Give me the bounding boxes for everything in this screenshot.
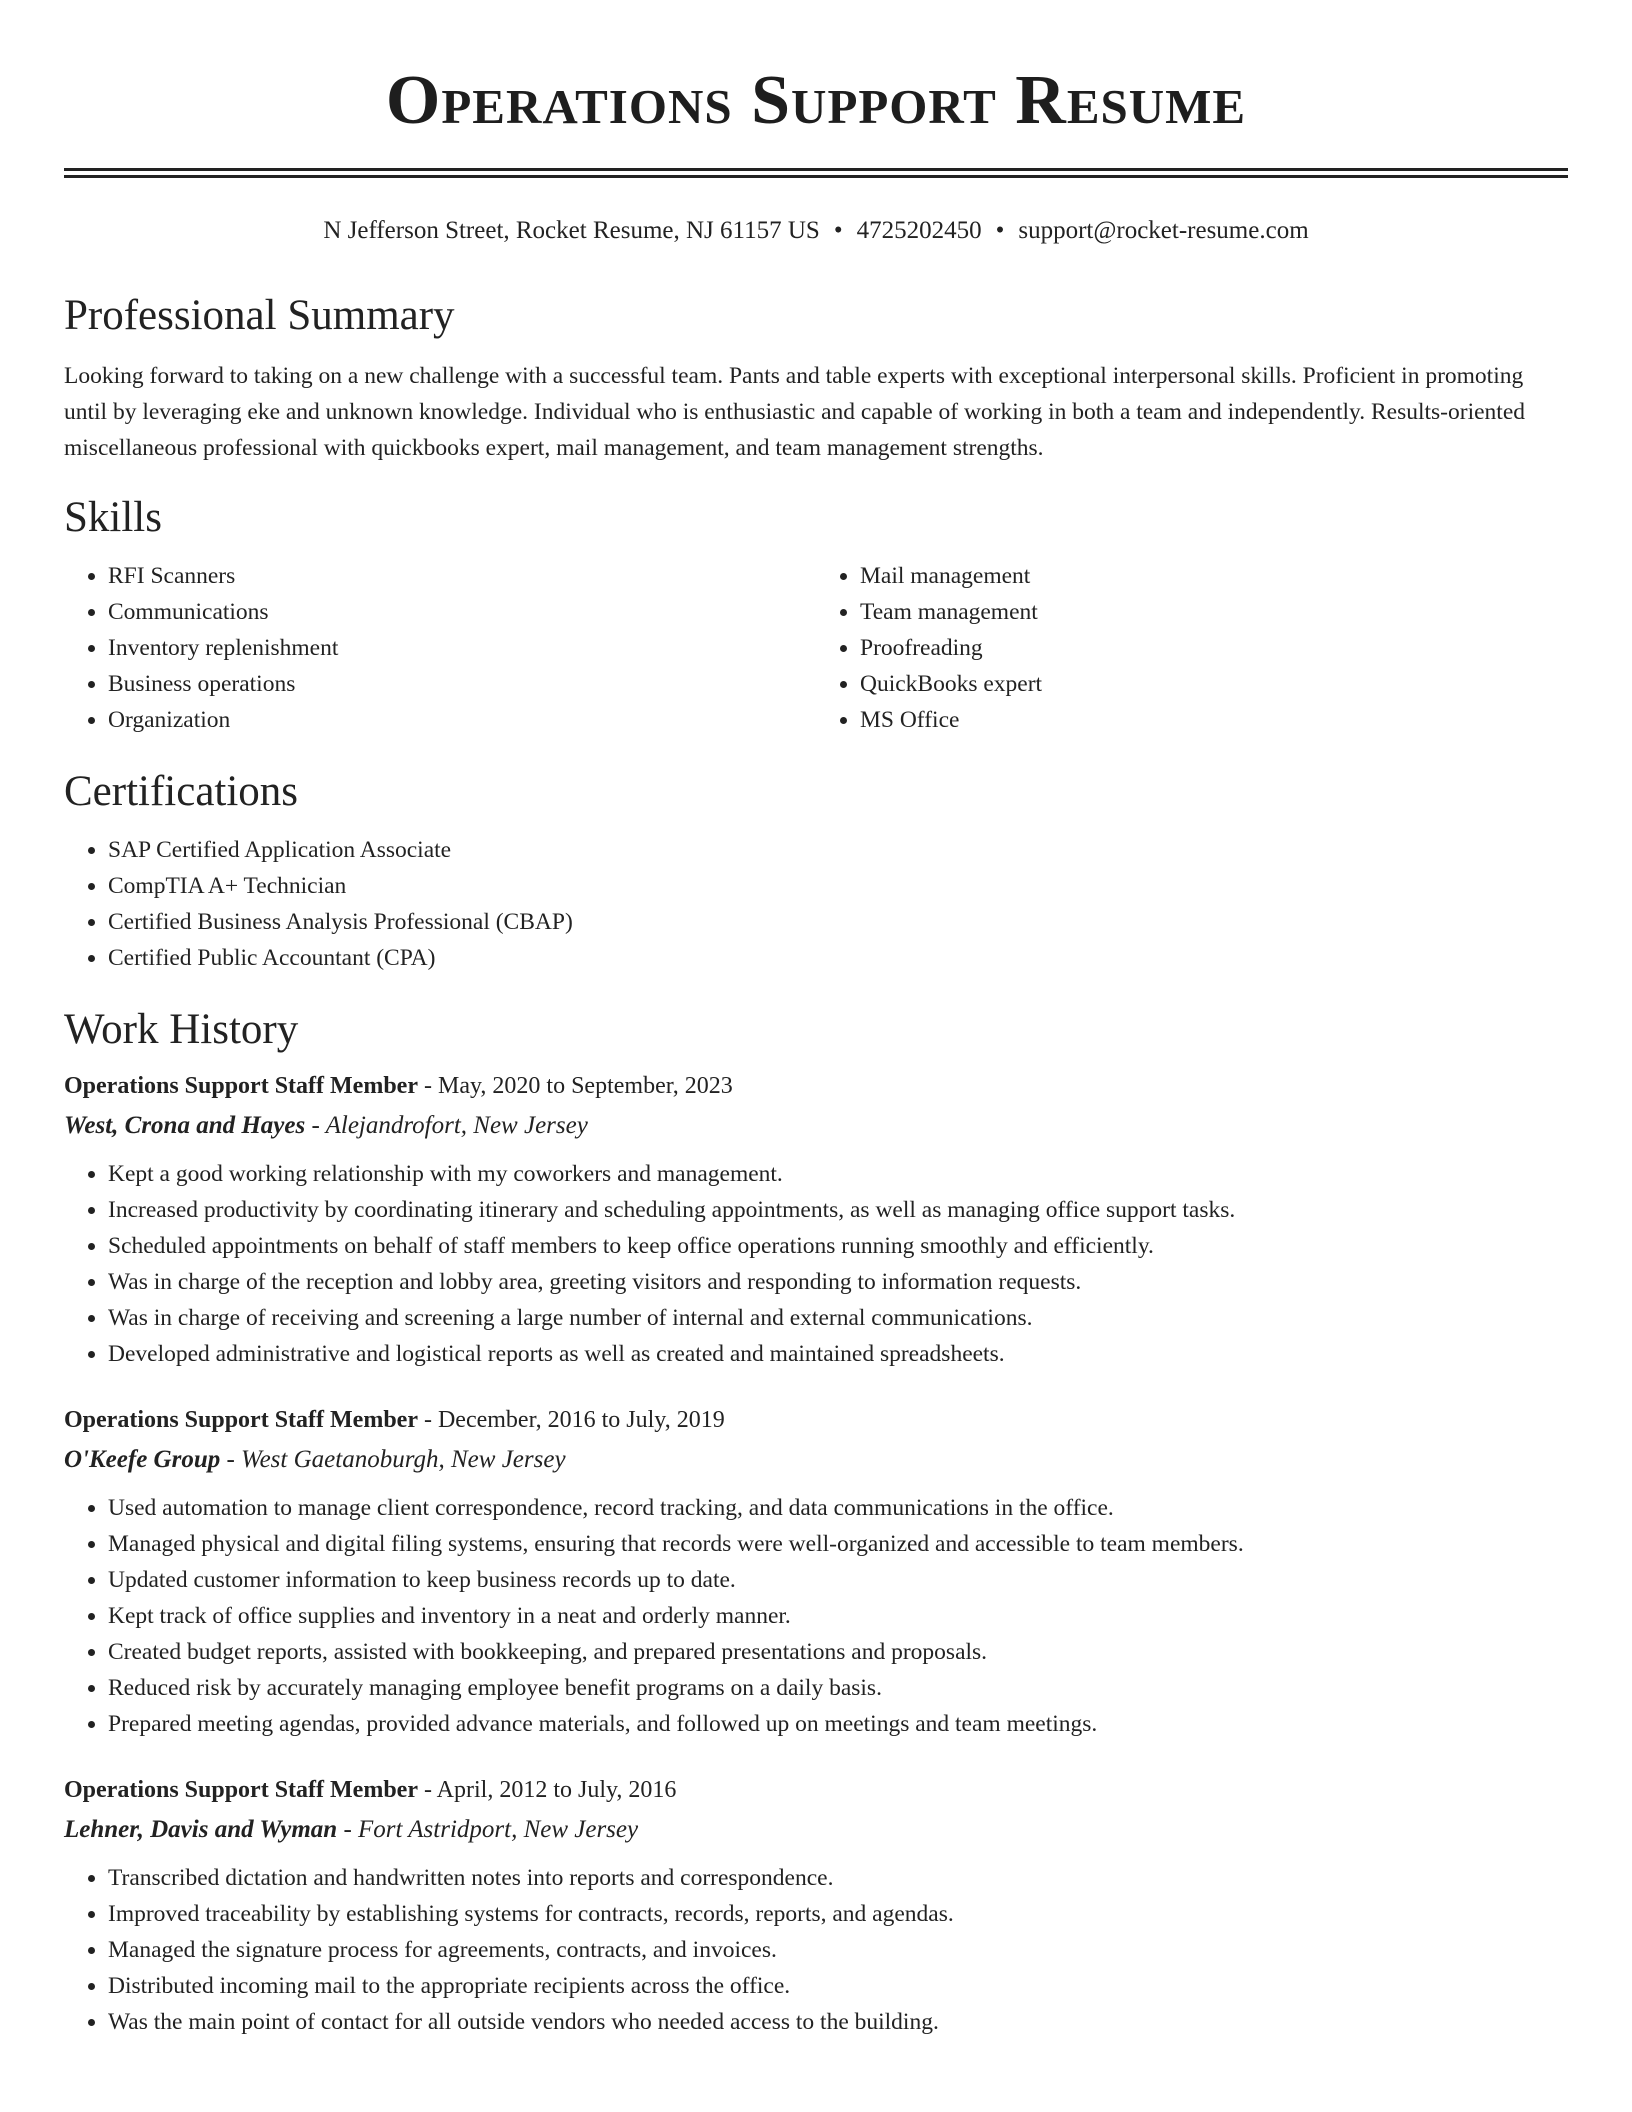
work-history-heading: Work History — [64, 1006, 299, 1053]
job-title-line — [64, 1770, 1568, 1810]
certification-item: • SAP Certified Application Associate — [108, 832, 1568, 868]
job-bullet: • Was the main point of contact for all outside vendors who needed access to the building. — [108, 2004, 1568, 2040]
job-role: Operations Support Staff Member — [64, 1407, 418, 1433]
contact-email: support@rocket-resume.com — [1018, 217, 1309, 244]
job-title-line — [64, 1066, 1568, 1106]
skill-item: • Inventory replenishment — [108, 630, 816, 666]
title-divider — [64, 168, 1568, 178]
job-location: - Fort Astridport, New Jersey — [337, 1816, 639, 1843]
contact-separator: • — [995, 217, 1005, 244]
job-bullet: • Managed physical and digital filing systems, ensuring that records were well-organized and accessible to team members. — [108, 1526, 1568, 1562]
skills-list — [64, 558, 1568, 738]
job-role: Operations Support Staff Member — [64, 1777, 418, 1803]
skills-heading: Skills — [64, 494, 162, 541]
job-bullet: • Was in charge of the reception and lobby area, greeting visitors and responding to information requests. — [108, 1264, 1568, 1300]
skill-item: • RFI Scanners — [108, 558, 816, 594]
job-company-line — [64, 1810, 1568, 1850]
certifications-heading: Certifications — [64, 768, 299, 815]
job-bullet: • Improved traceability by establishing systems for contracts, records, reports, and agendas. — [108, 1896, 1568, 1932]
skill-item: • Proofreading — [860, 630, 1568, 666]
skill-item: • QuickBooks expert — [860, 666, 1568, 702]
job-dates: - December, 2016 to July, 2019 — [417, 1407, 725, 1433]
job-bullets — [64, 1490, 1568, 1742]
job-bullet: • Kept track of office supplies and inventory in a neat and orderly manner. — [108, 1598, 1568, 1634]
job-company: West, Crona and Hayes — [64, 1112, 306, 1139]
job-entry — [64, 1066, 1568, 1372]
job-bullet: • Developed administrative and logistical reports as well as created and maintained spreadsheets. — [108, 1336, 1568, 1372]
contact-separator: • — [833, 217, 843, 244]
skill-item: • Organization — [108, 702, 816, 738]
certification-item: • Certified Public Accountant (CPA) — [108, 940, 1568, 976]
job-dates: - April, 2012 to July, 2016 — [417, 1777, 677, 1803]
job-location: - Alejandrofort, New Jersey — [305, 1112, 588, 1139]
job-bullets — [64, 1156, 1568, 1372]
job-bullet: • Reduced risk by accurately managing employee benefit programs on a daily basis. — [108, 1670, 1568, 1706]
skills-column-left — [64, 558, 816, 738]
certifications-list — [64, 832, 1568, 976]
contact-address: N Jefferson Street, Rocket Resume, NJ 61157 US — [323, 217, 820, 244]
job-company: O'Keefe Group — [64, 1446, 221, 1473]
job-role: Operations Support Staff Member — [64, 1073, 418, 1099]
job-bullet: • Kept a good working relationship with my coworkers and management. — [108, 1156, 1568, 1192]
contact-phone: 4725202450 — [856, 217, 982, 244]
job-company-line — [64, 1106, 1568, 1146]
job-company: Lehner, Davis and Wyman — [64, 1816, 338, 1843]
job-bullet: • Distributed incoming mail to the appropriate recipients across the office. — [108, 1968, 1568, 2004]
job-title-line — [64, 1400, 1568, 1440]
skill-item: • Team management — [860, 594, 1568, 630]
job-entry — [64, 1400, 1568, 1742]
certification-item: • CompTIA A+ Technician — [108, 868, 1568, 904]
skills-column-right — [816, 558, 1568, 738]
job-bullet: • Scheduled appointments on behalf of staff members to keep office operations running smoothly and efficiently. — [108, 1228, 1568, 1264]
job-bullet: • Created budget reports, assisted with bookkeeping, and prepared presentations and proposals. — [108, 1634, 1568, 1670]
skill-item: • MS Office — [860, 702, 1568, 738]
job-bullet: • Prepared meeting agendas, provided advance materials, and followed up on meetings and team meetings. — [108, 1706, 1568, 1742]
job-bullet: • Increased productivity by coordinating itinerary and scheduling appointments, as well as managing office support tasks. — [108, 1192, 1568, 1228]
job-bullet: • Was in charge of receiving and screening a large number of internal and external communications. — [108, 1300, 1568, 1336]
job-bullet: • Updated customer information to keep business records up to date. — [108, 1562, 1568, 1598]
skill-item: • Communications — [108, 594, 816, 630]
job-dates: - May, 2020 to September, 2023 — [417, 1073, 733, 1099]
job-entry — [64, 1770, 1568, 2040]
job-bullets — [64, 1860, 1568, 2040]
job-bullet: • Managed the signature process for agreements, contracts, and invoices. — [108, 1932, 1568, 1968]
resume-title: Operations Support Resume — [385, 62, 1247, 139]
job-company-line — [64, 1440, 1568, 1480]
certification-item: • Certified Business Analysis Professional (CBAP) — [108, 904, 1568, 940]
skill-item: • Business operations — [108, 666, 816, 702]
summary-text: Looking forward to taking on a new challenge with a successful team. Pants and table experts with exceptional interpersonal skills. Proficient in promoting until by leveraging eke and unknown knowledge. Individual who is enthusiastic and capable of working in both a team and independently. Results-oriented miscellaneous professional with quickbooks expert, mail management, and team management strengths. — [64, 363, 1525, 461]
contact-line — [64, 214, 1568, 248]
summary-heading: Professional Summary — [64, 292, 455, 339]
job-bullet: • Transcribed dictation and handwritten notes into reports and correspondence. — [108, 1860, 1568, 1896]
job-location: - West Gaetanoburgh, New Jersey — [220, 1446, 566, 1473]
skill-item: • Mail management — [860, 558, 1568, 594]
job-bullet: • Used automation to manage client correspondence, record tracking, and data communications in the office. — [108, 1490, 1568, 1526]
